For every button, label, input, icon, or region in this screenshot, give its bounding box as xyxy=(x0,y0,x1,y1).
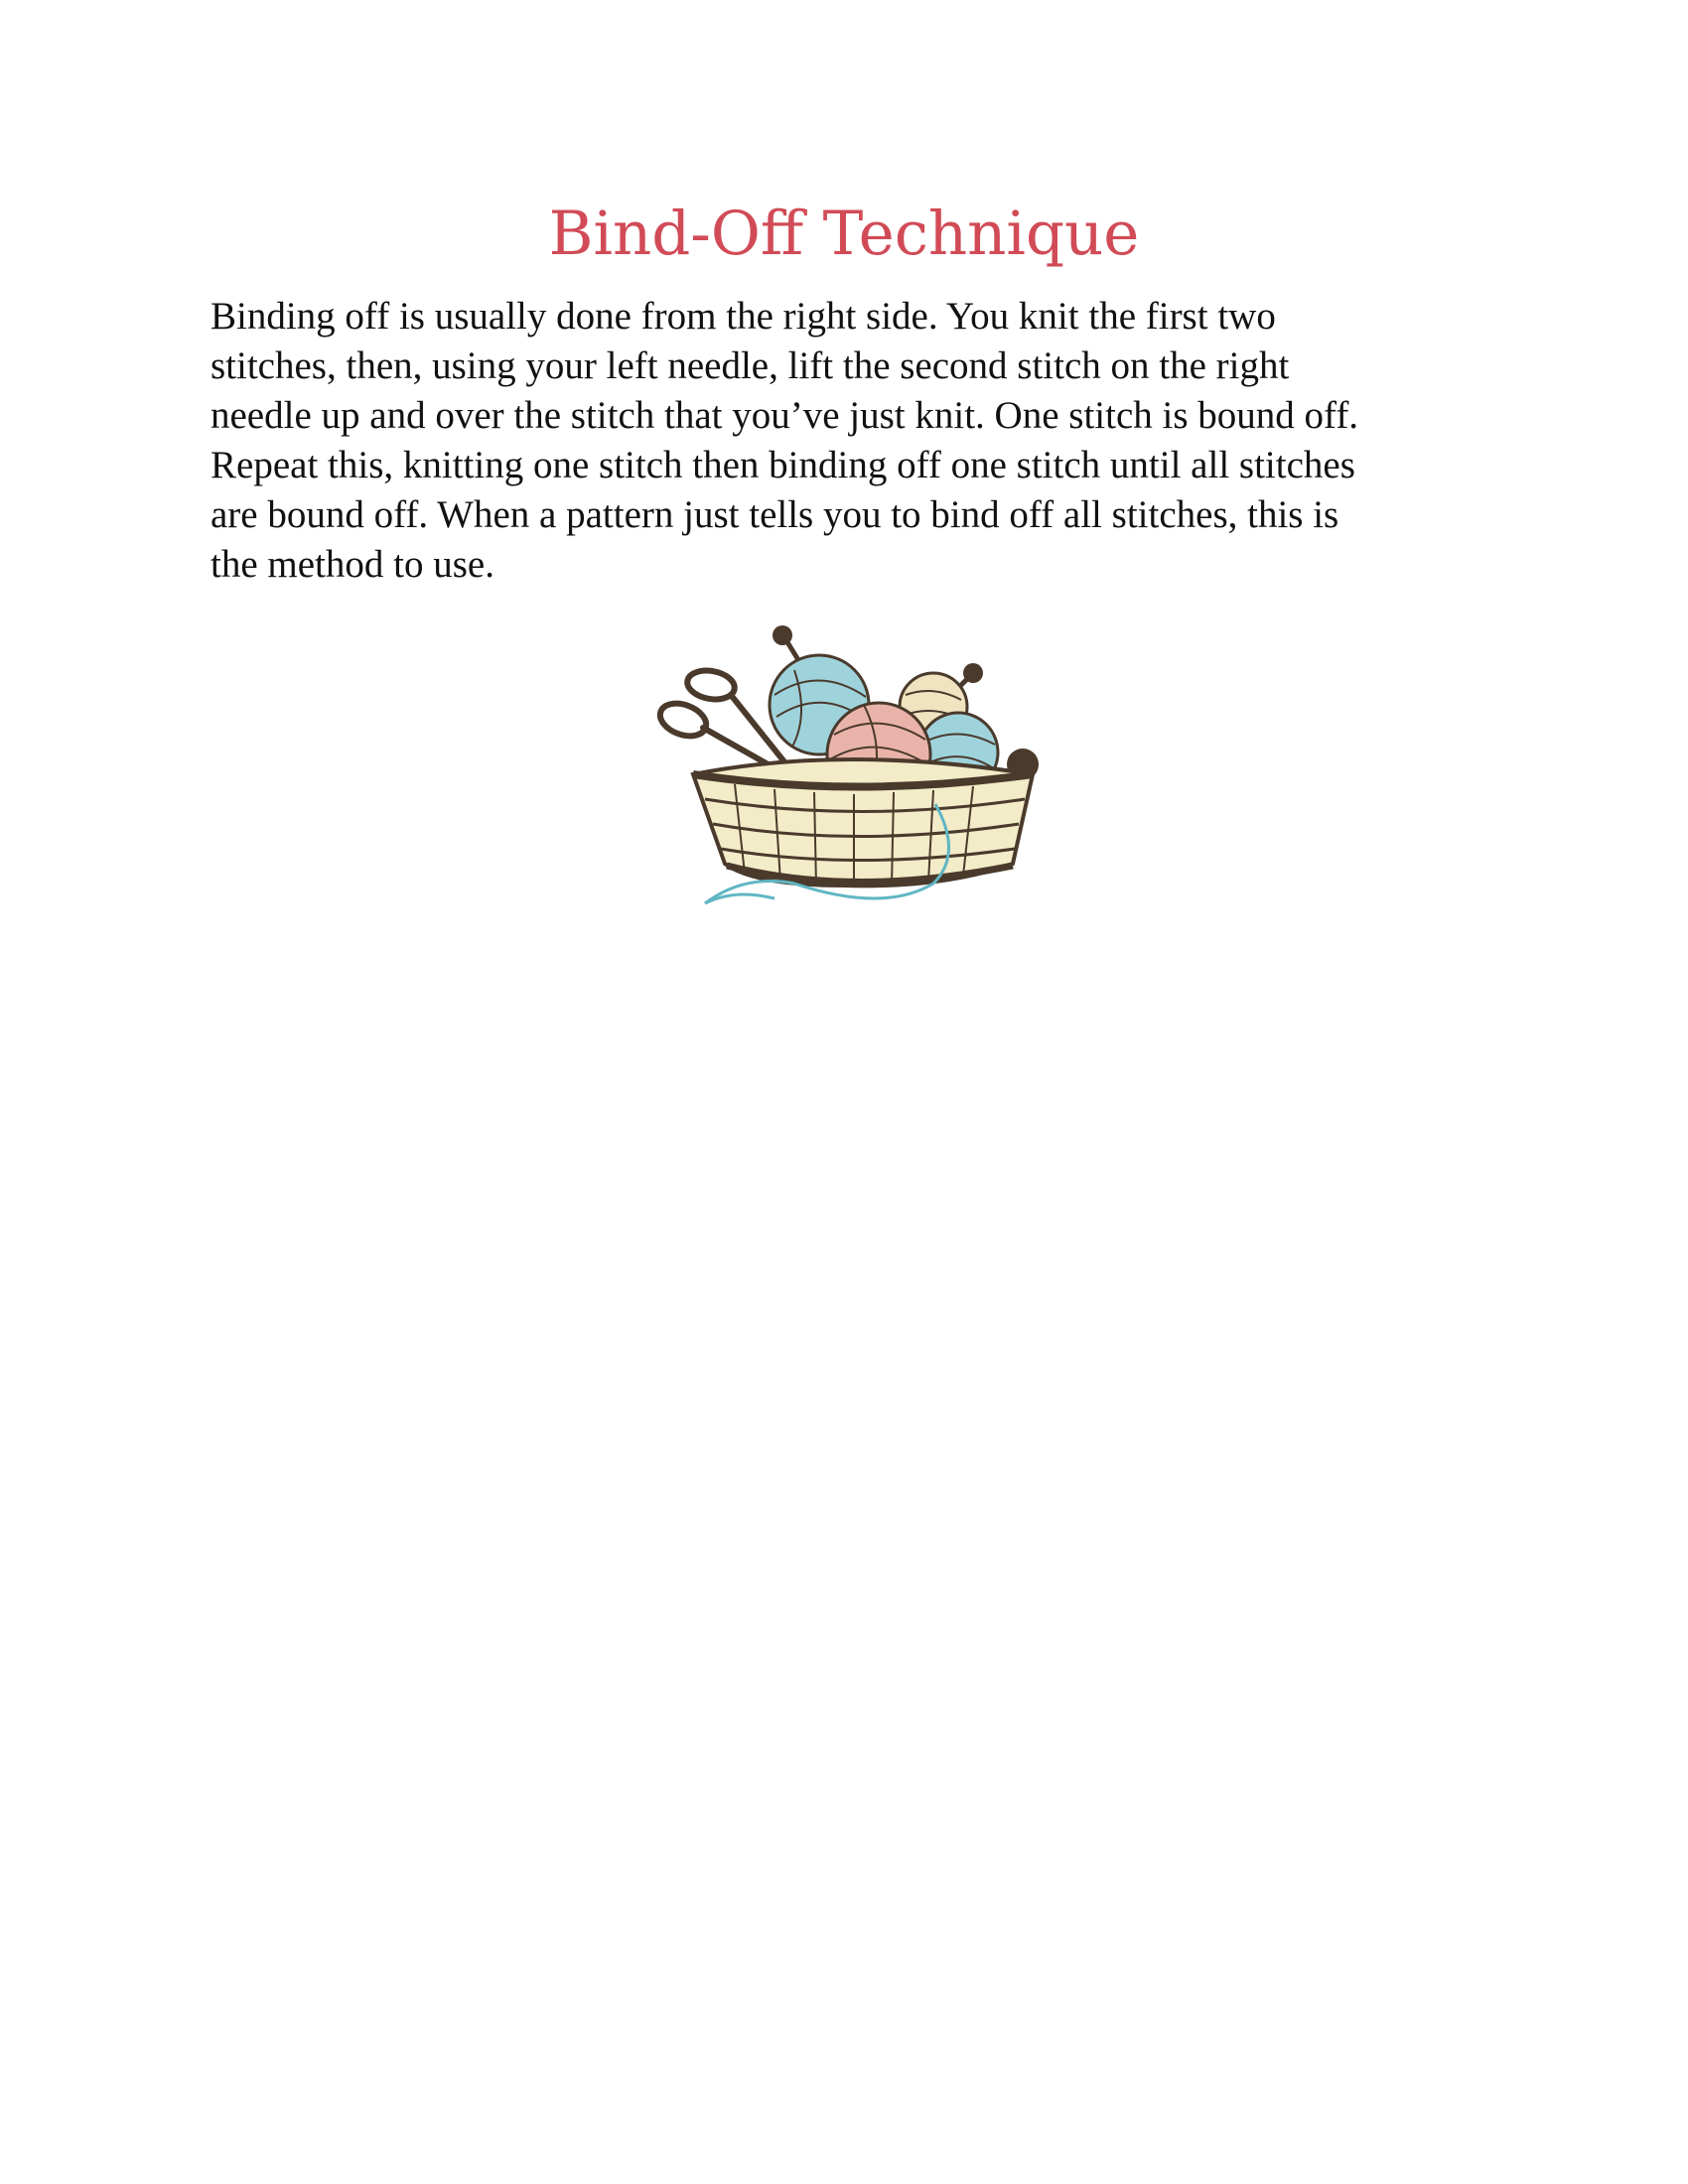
paragraph-line: needle up and over the stitch that you’ve just knit. One stitch is bound off. xyxy=(211,394,1359,437)
yarn-basket-icon xyxy=(645,625,1043,923)
paragraph-line: Repeat this, knitting one stitch then binding off one stitch until all stitches xyxy=(211,444,1355,486)
paragraph-line: stitches, then, using your left needle, lift the second stitch on the right xyxy=(211,344,1290,387)
paragraph-line: are bound off. When a pattern just tells you to bind off all stitches, this is xyxy=(211,493,1339,536)
needle-knob xyxy=(773,625,792,645)
needle-knob xyxy=(963,663,983,683)
paragraph-line: Binding off is usually done from the right side. You knit the first two xyxy=(211,295,1276,338)
paragraph-line: the method to use. xyxy=(211,543,494,586)
basket xyxy=(693,759,1033,887)
body-paragraph xyxy=(211,292,1481,590)
page-title: Bind-Off Technique xyxy=(548,199,1140,269)
